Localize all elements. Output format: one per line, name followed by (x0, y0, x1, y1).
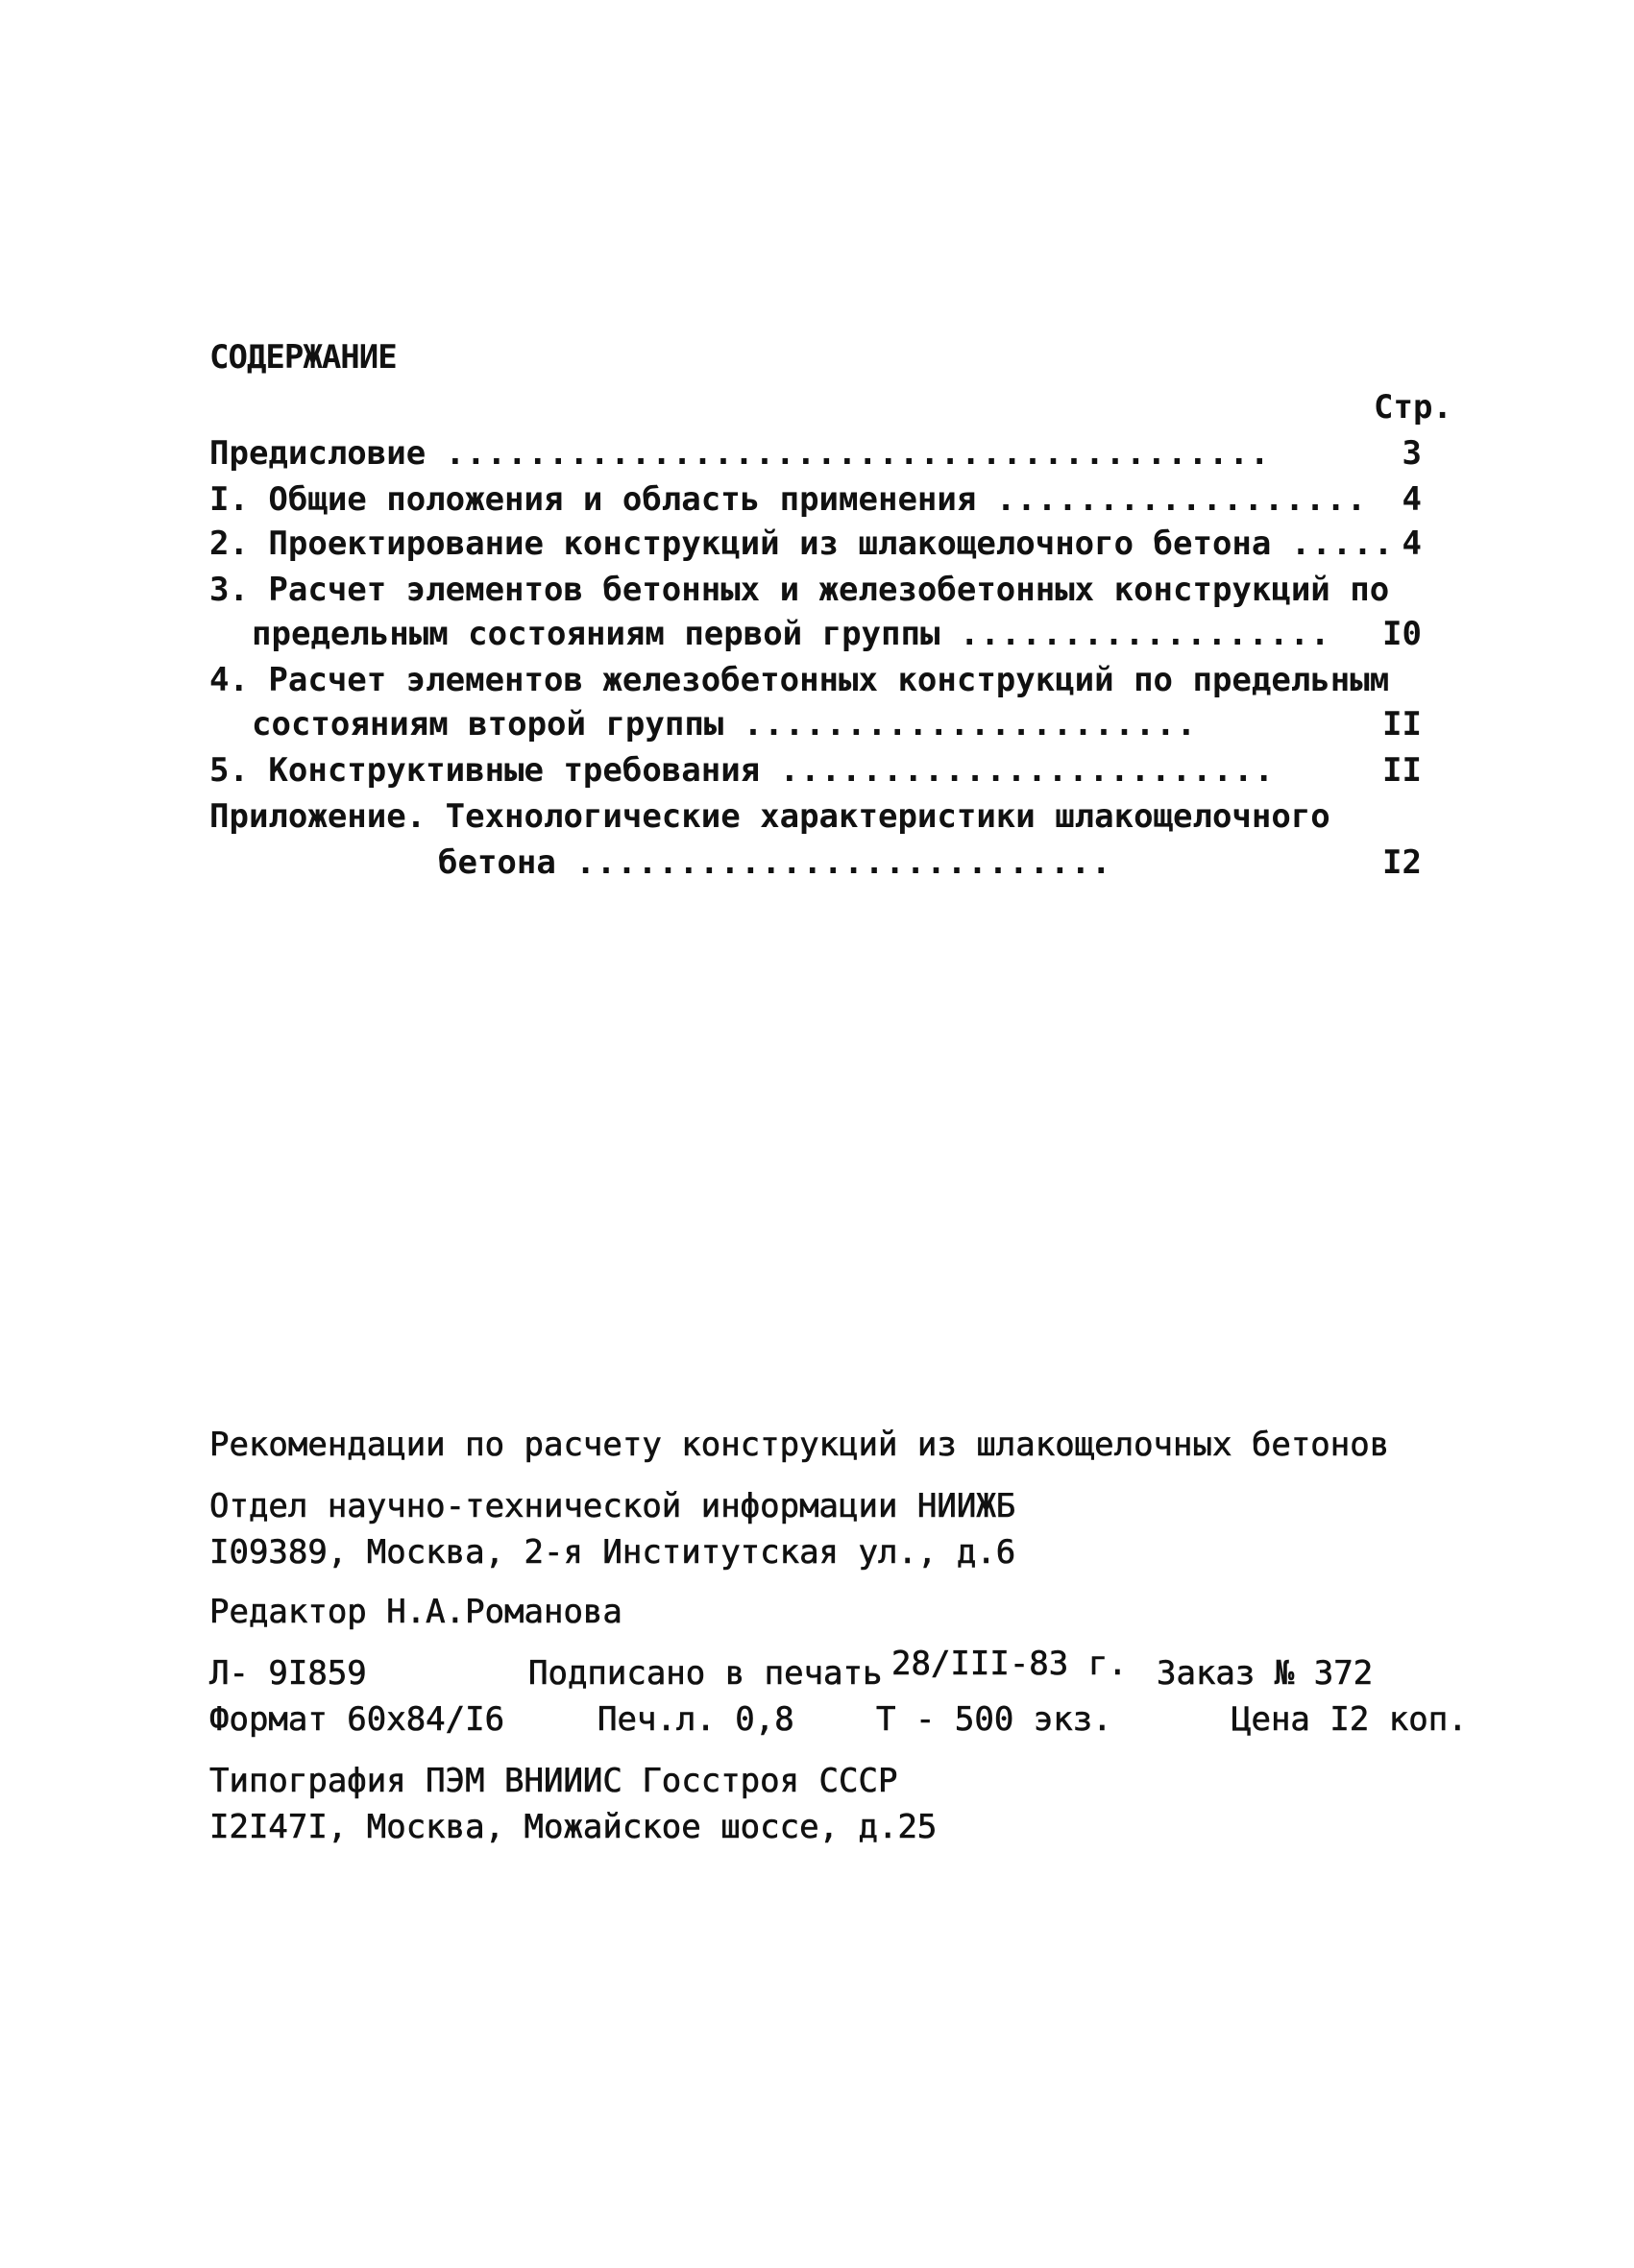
toc-item-section-3-cont (252, 615, 1330, 653)
toc-leader-dots: ........................................ (445, 434, 1271, 473)
page-column-label: Стр. (1374, 388, 1452, 427)
imprint-editor: Редактор Н.А.Романова (209, 1593, 622, 1631)
toc-leader-dots: ........................ (779, 751, 1275, 790)
toc-item-title-cont: состояниям второй группы (252, 705, 724, 744)
toc-leader-dots: .......................... (575, 843, 1112, 882)
toc-item-section-5 (209, 751, 1275, 790)
toc-item-title: I. Общие положения и область применения (209, 480, 977, 519)
toc-item-title: 2. Проектирование конструкций из шлакощелочного бетона (209, 524, 1272, 563)
imprint-signed-label: Подписано в печать (528, 1654, 883, 1693)
toc-item-title: Предисловие (209, 434, 427, 473)
toc-item-title: Приложение. Технологические характеристики шлакощелочного (209, 797, 1330, 836)
toc-item-title-cont: предельным состояниям первой группы (252, 615, 940, 653)
imprint-print-sheets: Печ.л. 0,8 (598, 1700, 794, 1739)
toc-leader-dots: .................. (959, 615, 1331, 653)
toc-item-page: II (1382, 751, 1422, 790)
toc-item-title: 5. Конструктивные требования (209, 751, 761, 790)
toc-item-section-1 (209, 480, 1367, 519)
toc-item-section-4-cont (252, 705, 1197, 744)
toc-item-page: II (1382, 705, 1422, 744)
imprint-title: Рекомендации по расчету конструкций из шлакощелочных бетонов (209, 1426, 1390, 1464)
toc-item-appendix (209, 797, 1330, 836)
imprint-order-number: Заказ № 372 (1157, 1654, 1374, 1693)
toc-item-appendix-cont (438, 843, 1112, 882)
toc-item-title-cont: бетона (438, 843, 556, 882)
imprint-print-run: Т - 500 экз. (876, 1700, 1112, 1739)
imprint-printer: Типография ПЭМ ВНИИИС Госстроя СССР (209, 1762, 898, 1800)
toc-leader-dots: ..... (1290, 524, 1395, 563)
toc-item-section-3 (209, 571, 1389, 609)
imprint-department: Отдел научно-технической информации НИИЖБ (209, 1487, 1016, 1525)
toc-item-section-4 (209, 661, 1389, 699)
toc-item-page: 4 (1402, 524, 1422, 563)
imprint-signed-date: 28/III-83 г. (891, 1645, 1128, 1683)
imprint-printer-address: I2I47I, Москва, Можайское шоссе, д.25 (209, 1808, 938, 1846)
imprint-license-number: Л- 9I859 (209, 1654, 367, 1693)
toc-item-page: 4 (1402, 480, 1422, 519)
toc-item-page: I0 (1382, 615, 1422, 653)
toc-leader-dots: ...................... (743, 705, 1198, 744)
toc-item-section-2 (209, 524, 1394, 563)
toc-item-title: 4. Расчет элементов железобетонных конструкций по предельным (209, 661, 1390, 699)
toc-item-page: 3 (1402, 434, 1422, 473)
toc-item-title: 3. Расчет элементов бетонных и железобетонных конструкций по (209, 571, 1390, 609)
toc-heading: СОДЕРЖАНИЕ (209, 338, 397, 377)
toc-item-preface (209, 434, 1270, 473)
toc-leader-dots: .................. (995, 480, 1368, 519)
toc-item-page: I2 (1382, 843, 1422, 882)
imprint-format: Формат 60х84/I6 (209, 1700, 505, 1739)
imprint-price: Цена I2 коп. (1232, 1700, 1468, 1739)
imprint-address: I09389, Москва, 2-я Институтская ул., д.6 (209, 1533, 1016, 1572)
